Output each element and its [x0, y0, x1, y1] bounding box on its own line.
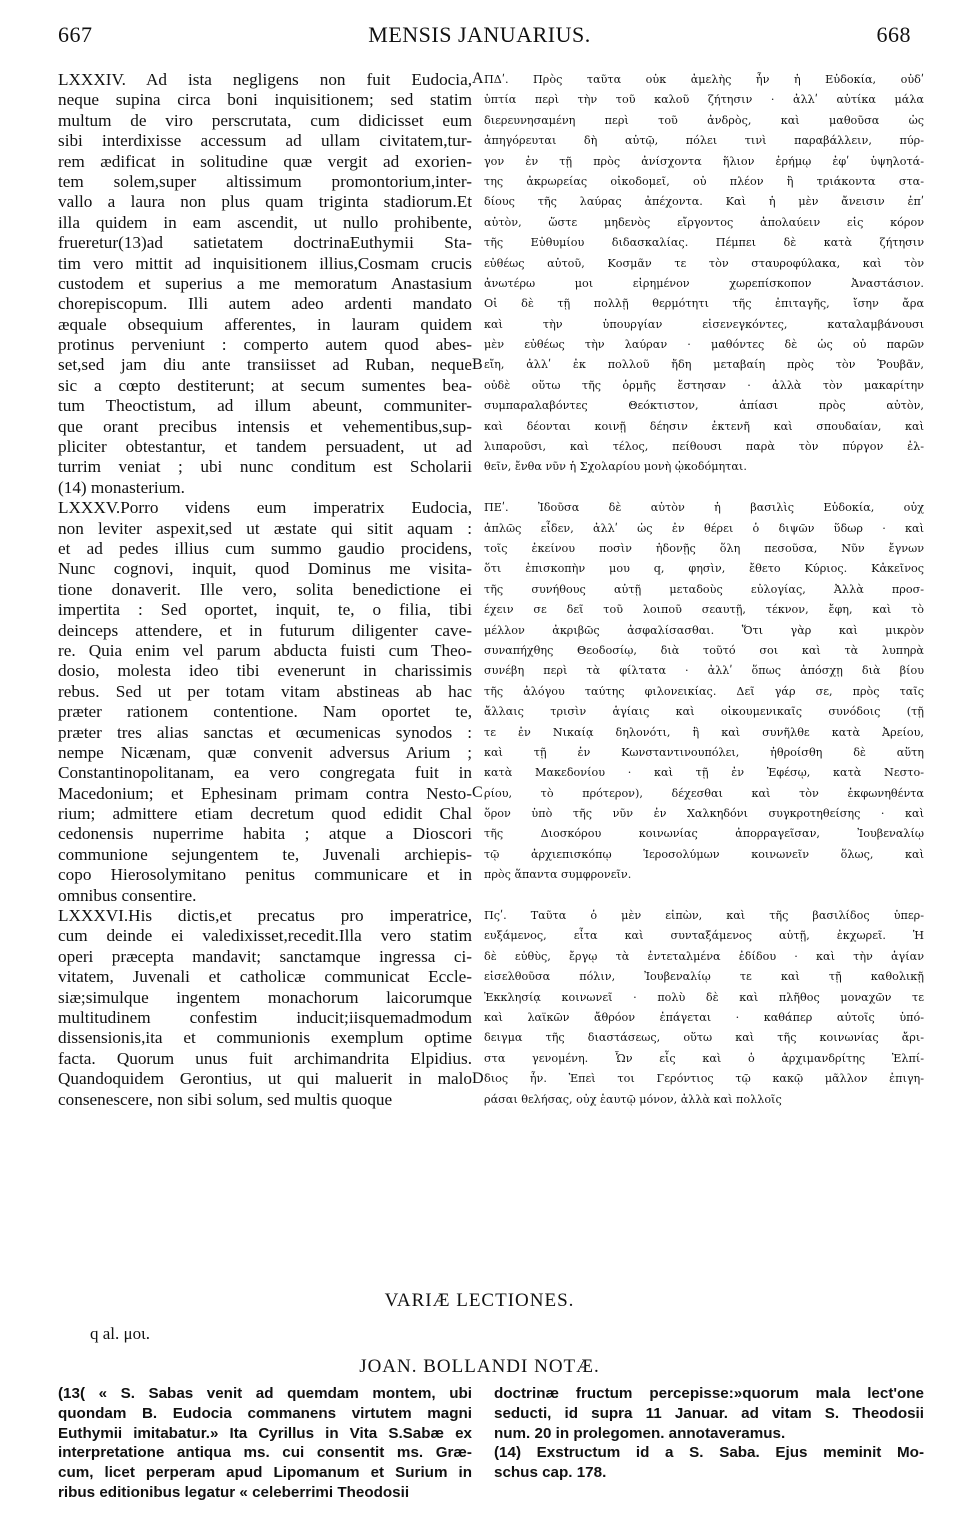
latin-line: tim vero mittit ad inquisitionem illius,Cosmam crucis: [58, 253, 472, 273]
greek-line: οὐδὲ οὕτω τῆς ὁρμῆς ἔστησαν · ἀλλὰ τὸν μακαρίτην: [484, 378, 924, 392]
latin-line: consenescere, non sibi solum, sed multis quoque: [58, 1089, 393, 1109]
greek-line: εἰσελθοῦσα πόλιν, Ἰουβεναλίῳ τε καὶ τῇ καθολικῇ: [484, 970, 924, 984]
greek-line: [484, 886, 924, 906]
note-line: (13( « S. Sabas venit ad quemdam montem, ubi: [58, 1385, 472, 1402]
greek-line: δὲ εὐθὺς, ἔργῳ τὰ ἐντεταλμένα ἐδίδου · καὶ τὴν ἁγίαν: [484, 949, 924, 963]
latin-line: rem ædificat in solitudine quæ vergit ad exorien-: [58, 151, 472, 171]
latin-line: neque supina circa boni inquisitionem; sed statim: [58, 90, 472, 110]
greek-line: ὅτι ἐπισκοπὴν μου q, φησὶν, ἔθετο Κύριος. Κἀκεῖνος: [484, 562, 924, 576]
latin-line: pliciter obtestantur, et tandem persuadent, ut ad: [58, 437, 472, 457]
latin-line: siæ;simulque ingentem monachorum laicorumque: [58, 987, 472, 1007]
latin-line: sic a cœpto destiterunt; at secum sumentes bea-: [58, 375, 472, 395]
margin-letter-d: D: [472, 1070, 484, 1087]
greek-line: καὶ τῇ ἐν Κωνσταντινουπόλει, ἠθροίσθη δὲ αὕτη: [484, 745, 924, 759]
latin-line: Macedonium; et Ephesinam primam contra Nesto-: [58, 783, 472, 803]
latin-line: multitudinem confestim inducit;iisquemadmodum: [58, 1007, 472, 1027]
greek-line: τῆς ἀλόγου ταύτης φιλονεικίας. Δεῖ γάρ σε, πρὸς ταῖς: [484, 684, 924, 698]
greek-line: ὑπτία περὶ τὴν τοῦ καλοῦ ζήτησιν · ἀλλʹ αὐτίκα μάλα: [484, 93, 924, 107]
greek-line: εἴη, ἀλλʹ ἐκ πολλοῦ ἤδη μεταβαίη πρὸς τὸν Ῥουβᾶν,: [484, 358, 924, 372]
greek-line: τε ἐν Νικαίᾳ δηλονότι, ἣ καὶ συνῆλθε κατὰ Ἀρείου,: [484, 725, 924, 739]
latin-line: multum de viro perscrutata, cum didicisset eum: [58, 110, 472, 130]
latin-line: protinus perveniunt : comperto autem quod abes-: [58, 335, 472, 355]
latin-line: rebus. Sed ut per totam vitam abstineas ab hac: [58, 681, 472, 701]
greek-line: ράσαι θελήσας, οὐχ ἑαυτῷ μόνον, ἀλλὰ καὶ πολλοῖς: [484, 1092, 782, 1106]
margin-letter-a: A: [472, 70, 484, 87]
greek-line: θεῖν, ἔνθα νῦν ἡ Σχολαρίου μονὴ ᾠκοδόμηται.: [484, 460, 747, 474]
latin-line: æquale obsequium afferentes, in lauram quidem: [58, 314, 472, 334]
page-number-right: 668: [876, 22, 911, 47]
greek-line: ἀπηγόρευται δὴ αὐτῷ, πόλει τινὶ παραβάλλειν, πύρ-: [484, 134, 924, 148]
greek-line: καὶ λαϊκῶν ἄθρόον ἐπάγεται · καθάπερ αὐτοῖς ὑπό-: [484, 1010, 924, 1024]
greek-line: δίους τῆς λαύρας ἀπέχοντα. Καὶ ἡ μὲν ἄνεισιν ἐπʹ: [484, 195, 924, 209]
latin-line: tum Theoctistum, ad illum abeunt, communiter-: [58, 396, 472, 416]
margin-letter-c: C: [472, 784, 483, 801]
note-line: interpretatione antiqua ms. cui consentit ms. Græ-: [58, 1444, 472, 1462]
latin-line: facta. Quorum unus fuit archimandrita Elpidius.: [58, 1048, 472, 1068]
latin-line: LXXXV.Porro videns eum imperatrix Eudocia,: [58, 498, 472, 518]
latin-line: chorepiscopum. Illi autem adeo ardenti mandato: [58, 294, 472, 314]
greek-line: ρίου, τὸ πρότερον), δέχεσθαι καὶ τὸν ἐκφωνηθέντα: [484, 786, 924, 800]
greek-column: [484, 70, 924, 1110]
note-line: ribus editionibus legatur « celeberrimi Theodosii: [58, 1483, 410, 1501]
greek-line: πρὸς ἅπαντα συμφρονεῖν.: [484, 868, 632, 882]
greek-line: δειγμα τῆς διαστάσεως, οὕτω καὶ τῆς κοινωνίας ἄρι-: [484, 1031, 924, 1045]
greek-line: ἀνωτέρω μοι εἰρημένον χωρεπίσκοπον Ἀναστάσιον.: [484, 276, 924, 290]
latin-line: re. Quia enim vel parum abducta fuisti cum Theo-: [58, 640, 472, 660]
greek-line: ευξάμενος, εἶτα καὶ συνταξάμενος αὐτῇ, ἐκχωρεῖ. Ἡ: [484, 929, 924, 943]
greek-line: ΠΕʹ. Ἰδοῦσα δὲ αὐτὸν ἡ βασιλὶς Εὐδοκία, οὐχ: [484, 501, 924, 515]
greek-line: μέλλον ἀκριβῶς ἀσφαλίσασθαι. Ὅτι γὰρ καὶ μικρὸν: [484, 623, 924, 637]
latin-line: copo Hierosolymitano penitus communicare et in: [58, 865, 472, 885]
note-line: (14) Exstructum id a S. Saba. Ejus meminit Mo-: [494, 1444, 924, 1462]
latin-line: operi præcepta mandavit; sanctamque ingressa ci-: [58, 946, 472, 966]
note-line: doctrinæ fructum percepisse:»quorum mala lect'one: [494, 1385, 924, 1402]
latin-line: LXXXIV. Ad ista negligens non fuit Eudocia,: [58, 70, 472, 89]
greek-line: Οἱ δὲ τῇ πολλῇ θερμότητι τῆς ἐπιταγῆς, ἴσην ἄρα: [484, 297, 924, 311]
running-title: MENSIS JANUARIUS.: [368, 22, 591, 47]
greek-line: διος ἦν. Ἐπεὶ τοι Γερόντιος τῷ κακῷ μᾶλλον ἐπιγη-: [484, 1072, 924, 1086]
latin-line: cum deinde ei valedixisset,recedit.Illa vero statim: [58, 926, 472, 946]
greek-line: τῷ ἀρχιεπισκόπῳ Ἱεροσολύμων κοινωνεῖν ὅλως, καὶ: [484, 847, 924, 861]
latin-line: nempe Nicænam, quæ convenit adversus Arium ;: [58, 742, 472, 762]
bollandi-notae-heading: JOAN. BOLLANDI NOTÆ.: [359, 1356, 600, 1377]
latin-line: et ad pedes illius cum summo gaudio procidens,: [58, 538, 472, 558]
latin-line: communione sejungentem te, Juvenali archiepis-: [58, 844, 472, 864]
latin-line: omnibus consentire.: [58, 885, 197, 905]
latin-line: vitatem, Juvenali et catholicæ communicat Eccle-: [58, 967, 472, 987]
greek-line: ΠΔʹ. Πρὸς ταῦτα οὐκ ἀμελὴς ἦν ἡ Εὐδοκία, οὐδʹ: [484, 73, 924, 86]
latin-line: tem solem,super altissimum promontorium,inter-: [58, 171, 472, 191]
greek-line: τοῖς ἐκείνου ποσὶν ἡδονῇς ὅλη πεσοῦσα, Νῦν ἔγνων: [484, 541, 924, 555]
latin-line: LXXXVI.His dictis,et precatus pro imperatrice,: [58, 906, 472, 926]
greek-line: [484, 478, 924, 498]
greek-line: συνέβη περὶ τὰ φίλτατα · ἀλλʹ ὅπως ἀπόσχῃ διὰ βίου: [484, 664, 924, 678]
greek-line: έχειν σε δεῖ τοῦ λοιποῦ σεαυτῇ, τέκνον, ἔφη, καὶ τὸ: [484, 603, 924, 617]
latin-line: Nunc cognovi, inquit, quod Dominus me visita-: [58, 559, 472, 579]
greek-line: μὲν εὐθέως τὴν λαύραν · μαθόντες δὲ ὡς οὐ παρῶν: [484, 338, 924, 352]
note-line: seducti, id supra 11 Januar. ad vitam S. Theodosii: [494, 1404, 924, 1422]
notes-left-column: [58, 1384, 472, 1503]
greek-line: ἄλλαις τρισὶν ἁγίαις καὶ οἰκουμενικαῖς συνόδοις (τῇ: [484, 705, 924, 719]
note-line: Euthymii imitabatur.» Ita Cyrillus in Vita S.Sabæ ex: [58, 1424, 472, 1442]
greek-line: Ἐκκλησίᾳ κοινωνεῖ · πολὺ δὲ καὶ πλῆθος μοναχῶν τε: [484, 990, 924, 1004]
latin-column: [58, 70, 472, 1110]
greek-line: Πςʹ. Ταῦτα ὁ μὲν εἰπὼν, καὶ τῆς βασιλίδος ὑπερ-: [484, 909, 924, 923]
latin-line: cedonensis nuperrime habita ; atque a Dioscori: [58, 824, 472, 844]
greek-line: συναπήχθης Θεοδοσίῳ, διὰ τοῦτό σοι καὶ τὰ λυπηρὰ: [484, 643, 924, 657]
greek-line: γον ἐν τῇ πρὸς ἀνίσχοντα ἥλιον ἐρήμῳ ἐφʹ ὑψηλοτά-: [484, 154, 924, 168]
latin-line: illa quidem in eam ascendit, ut nullo prohibente,: [58, 212, 472, 232]
greek-line: της ἀκρωρείας οἰκοδομεῖ, οὐ πλέον ἢ τριάκοντα στα-: [484, 174, 924, 188]
variant-reading-note: q al. μοι.: [90, 1324, 150, 1343]
latin-line: custodem et superius a me memoratum Anastasium: [58, 273, 472, 293]
latin-line: rium; admittere etiam decretum quod edidit Chal: [58, 804, 472, 824]
greek-line: τῆς Διοσκόρου κοινωνίας ἀπορραγεῖσαν, Ἰουβεναλίῳ: [484, 827, 924, 841]
greek-line: κατὰ Μακεδονίου · καὶ τῇ ἐν Ἐφέσῳ, κατὰ Νεστο-: [484, 766, 924, 780]
greek-line: συμπαραλαβόντες Θεόκτιστον, ἀπίασι πρὸς αὐτὸν,: [484, 399, 924, 413]
greek-line: λιπαροῦσι, καὶ τέλος, πείθουσι παρὰ τὸν πύργον ἐλ-: [484, 440, 924, 454]
greek-line: αὐτὸν, ὥστε μηδενὸς εἴργοντος ἀπολαύειν εἰς κόρον: [484, 215, 924, 229]
latin-line: set,sed jam diu ante transiisset ad Ruban, neque: [58, 355, 472, 375]
note-line: schus cap. 178.: [494, 1464, 607, 1482]
latin-line: dosio, molesta ideo tibi evenerunt in charissimis: [58, 661, 472, 681]
latin-line: que orant precibus intensis et vehementibus,sup-: [58, 416, 472, 436]
latin-line: tione donaverit. Ille vero, solita benedictione ei: [58, 579, 472, 599]
greek-line: ὅρον ὑπὸ τῆς νῦν ἐν Χαλκηδόνι συγκροτηθείσης · καὶ: [484, 807, 924, 821]
note-line: cum, licet perperam apud Lipomanum et Surium in: [58, 1464, 472, 1482]
latin-line: (14) monasterium.: [58, 477, 185, 497]
notes-right-column: [494, 1384, 924, 1483]
greek-line: τῆς συνήθους αὐτῇ μεταδοὺς εὐλογίας, Ἀλλὰ προσ-: [484, 582, 924, 596]
latin-line: vallo a laura non plus quam triginta stadiorum.Et: [58, 192, 472, 212]
latin-line: præter rationem contentione. Nam oportet te,: [58, 702, 472, 722]
latin-line: turrim veniat ; ubi nunc conditum est Scholarii: [58, 457, 472, 477]
greek-line: εὐθέως αὐτοῦ, Κοσμᾶν τε τὸν σταυροφύλακα, καὶ τὸν: [484, 256, 924, 270]
latin-line: sibi interdixisse accessum ad ullam civitatem,tur-: [58, 131, 472, 151]
greek-line: ἁπλῶς εἶδεν, ἀλλʹ ὡς ἐν θέρει ὁ διψῶν ὕδωρ · καὶ: [484, 521, 924, 535]
note-line: num. 20 in prolegomen. annotaveramus.: [494, 1424, 786, 1442]
latin-line: Constantinopolitanam, ea vero congregata fuit in: [58, 763, 472, 783]
greek-line: τῆς Εὐθυμίου διδασκαλίας. Πέμπει δὲ κατὰ ζήτησιν: [484, 236, 924, 250]
latin-line: frueretur(13)ad satietatem doctrinaEuthymii Sta-: [58, 233, 472, 253]
greek-line: καὶ τὴν ὑπουργίαν εἰσενεγκόντες, καταλαμβάνουσι: [484, 317, 924, 331]
variae-lectiones-heading: VARIÆ LECTIONES.: [384, 1290, 575, 1311]
latin-line: non leviter aspexit,sed ut æstate qui sitit aquam :: [58, 518, 472, 538]
page-number-left: 667: [58, 22, 93, 47]
margin-letter-b: B: [472, 356, 483, 373]
greek-line: καὶ δέονται κοινῇ δέησιν ἐκτενῆ καὶ σπουδαίαν, καὶ: [484, 419, 924, 433]
note-line: quondam B. Eudocia commanens virtutem magni: [58, 1404, 472, 1422]
latin-line: dissensionis,ita et communionis exemplum optime: [58, 1028, 472, 1048]
greek-line: στα γενομένη. Ὧν εἷς καὶ ὁ ἀρχιμανδρίτης Ἐλπί-: [484, 1051, 924, 1065]
latin-line: Quandoquidem Gerontius, ut qui maluerit in malo: [58, 1069, 472, 1089]
greek-line: διερευνησαμένη περὶ τοῦ ἀνδρὸς, καὶ μαθοῦσα ὡς: [484, 113, 924, 127]
latin-line: deinceps attendere, et in futurum diligenter cave-: [58, 620, 472, 640]
latin-line: præter tres alias sanctas et œcumenicas synodos :: [58, 722, 472, 742]
latin-line: impertita : Sed oportet, inquit, te, o filia, tibi: [58, 600, 472, 620]
